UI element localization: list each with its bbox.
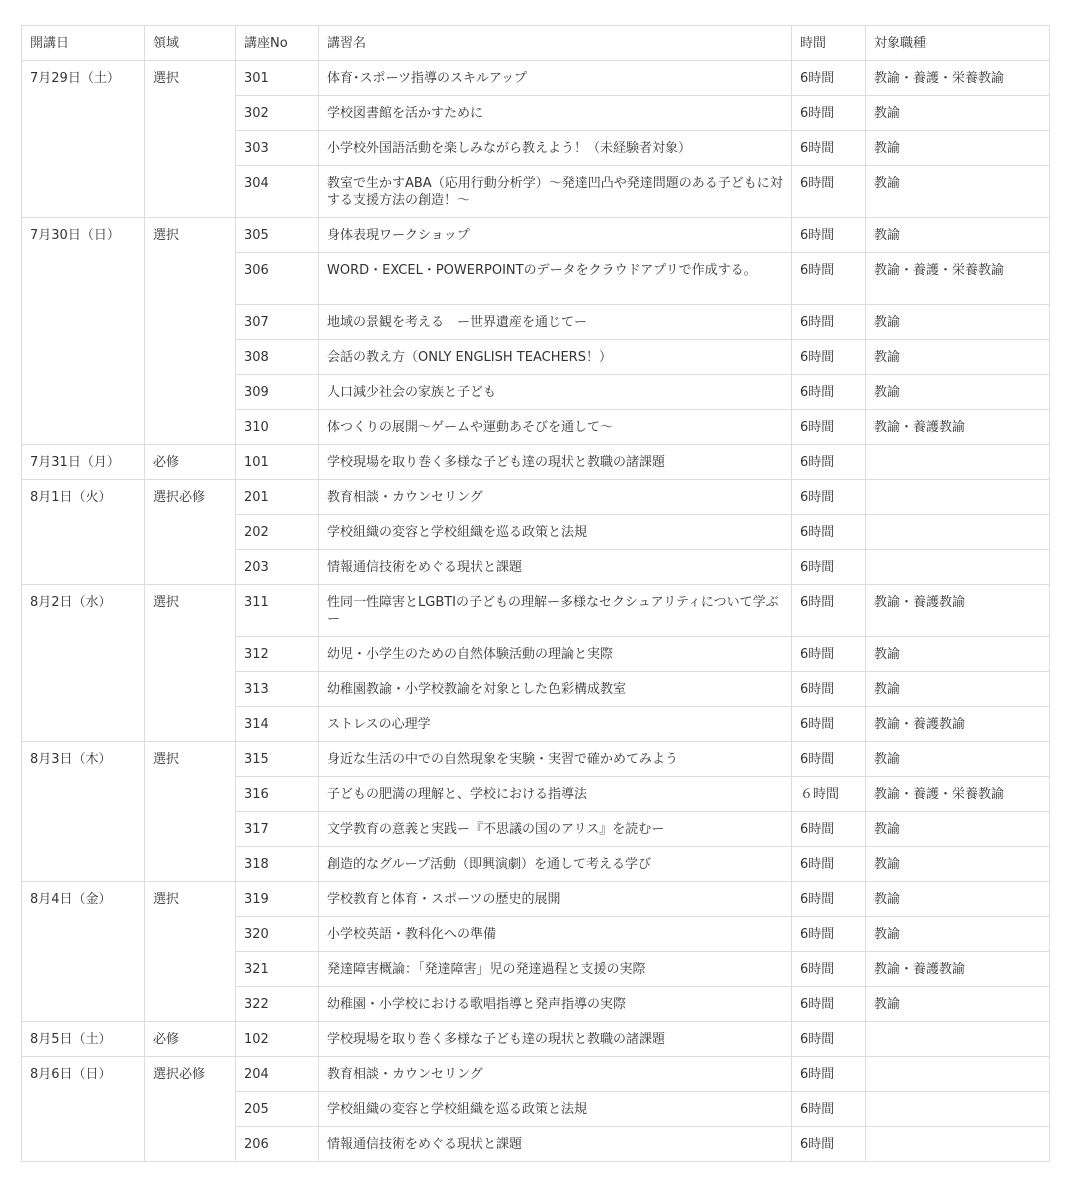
area-cell: 選択 xyxy=(145,742,236,882)
course-no-cell: 318 xyxy=(236,847,319,882)
course-no-cell: 312 xyxy=(236,637,319,672)
target-cell: 教諭 xyxy=(866,882,1050,917)
course-name-cell: 情報通信技術をめぐる現状と課題 xyxy=(319,1127,792,1162)
area-cell: 選択 xyxy=(145,585,236,742)
target-cell: 教諭 xyxy=(866,917,1050,952)
course-name-cell: 幼児・小学生のための自然体験活動の理論と実際 xyxy=(319,637,792,672)
target-cell: 教諭・養護教諭 xyxy=(866,952,1050,987)
time-cell: 6時間 xyxy=(792,1127,866,1162)
target-cell xyxy=(866,445,1050,480)
course-name-cell: 学校組織の変容と学校組織を巡る政策と法規 xyxy=(319,515,792,550)
time-cell: 6時間 xyxy=(792,550,866,585)
course-name-cell: 発達障害概論：「発達障害」児の発達過程と支援の実際 xyxy=(319,952,792,987)
course-schedule xyxy=(21,25,1050,1162)
header-area: 領域 xyxy=(145,26,236,61)
table-row xyxy=(22,445,1050,480)
time-cell: 6時間 xyxy=(792,952,866,987)
date-cell: 8月6日（日） xyxy=(22,1057,145,1162)
date-cell: 8月5日（土） xyxy=(22,1022,145,1057)
course-name-cell: 学校図書館を活かすために xyxy=(319,96,792,131)
time-cell: 6時間 xyxy=(792,515,866,550)
target-cell: 教諭 xyxy=(866,672,1050,707)
area-cell: 選択 xyxy=(145,61,236,218)
time-cell: 6時間 xyxy=(792,1022,866,1057)
course-name-cell: 文学教育の意義と実践ー『不思議の国のアリス』を読むー xyxy=(319,812,792,847)
time-cell: 6時間 xyxy=(792,131,866,166)
time-cell: 6時間 xyxy=(792,707,866,742)
course-no-cell: 304 xyxy=(236,166,319,218)
course-no-cell: 203 xyxy=(236,550,319,585)
target-cell: 教諭・養護教諭 xyxy=(866,585,1050,637)
course-name-cell: 地域の景観を考える ー世界遺産を通じてー xyxy=(319,305,792,340)
course-no-cell: 205 xyxy=(236,1092,319,1127)
header-target: 対象職種 xyxy=(866,26,1050,61)
time-cell: 6時間 xyxy=(792,253,866,305)
course-no-cell: 301 xyxy=(236,61,319,96)
area-cell: 選択必修 xyxy=(145,1057,236,1162)
date-cell: 8月1日（火） xyxy=(22,480,145,585)
target-cell: 教諭 xyxy=(866,305,1050,340)
course-no-cell: 311 xyxy=(236,585,319,637)
target-cell: 教諭 xyxy=(866,131,1050,166)
time-cell: 6時間 xyxy=(792,305,866,340)
course-no-cell: 322 xyxy=(236,987,319,1022)
course-no-cell: 102 xyxy=(236,1022,319,1057)
course-name-cell: 教室で生かすABA（応用行動分析学）～発達凹凸や発達問題のある子どもに対する支援方法の創造！～ xyxy=(319,166,792,218)
course-no-cell: 303 xyxy=(236,131,319,166)
course-name-cell: 身体表現ワークショップ xyxy=(319,218,792,253)
target-cell: 教諭 xyxy=(866,375,1050,410)
target-cell: 教諭 xyxy=(866,218,1050,253)
course-name-cell: 性同一性障害とLGBTIの子どもの理解ー多様なセクシュアリティについて学ぶー xyxy=(319,585,792,637)
time-cell: 6時間 xyxy=(792,987,866,1022)
course-no-cell: 321 xyxy=(236,952,319,987)
table-row xyxy=(22,585,1050,637)
course-name-cell: ストレスの心理学 xyxy=(319,707,792,742)
time-cell: 6時間 xyxy=(792,218,866,253)
header-course-no: 講座No xyxy=(236,26,319,61)
course-name-cell: WORD・EXCEL・POWERPOINTのデータをクラウドアプリで作成する。 xyxy=(319,253,792,305)
time-cell: 6時間 xyxy=(792,480,866,515)
course-no-cell: 306 xyxy=(236,253,319,305)
time-cell: 6時間 xyxy=(792,1092,866,1127)
target-cell xyxy=(866,515,1050,550)
table-row xyxy=(22,1057,1050,1092)
course-no-cell: 305 xyxy=(236,218,319,253)
course-name-cell: 子どもの肥満の理解と、学校における指導法 xyxy=(319,777,792,812)
course-no-cell: 302 xyxy=(236,96,319,131)
header-time: 時間 xyxy=(792,26,866,61)
time-cell: 6時間 xyxy=(792,410,866,445)
time-cell: 6時間 xyxy=(792,375,866,410)
target-cell xyxy=(866,550,1050,585)
header-course-name: 講習名 xyxy=(319,26,792,61)
course-no-cell: 101 xyxy=(236,445,319,480)
target-cell xyxy=(866,1022,1050,1057)
course-no-cell: 315 xyxy=(236,742,319,777)
course-name-cell: 情報通信技術をめぐる現状と課題 xyxy=(319,550,792,585)
course-no-cell: 316 xyxy=(236,777,319,812)
date-cell: 8月2日（水） xyxy=(22,585,145,742)
target-cell xyxy=(866,480,1050,515)
course-name-cell: 身近な生活の中での自然現象を実験・実習で確かめてみよう xyxy=(319,742,792,777)
course-name-cell: 体つくりの展開～ゲームや運動あそびを通して～ xyxy=(319,410,792,445)
course-name-cell: 教育相談・カウンセリング xyxy=(319,480,792,515)
course-no-cell: 319 xyxy=(236,882,319,917)
time-cell: 6時間 xyxy=(792,742,866,777)
course-no-cell: 308 xyxy=(236,340,319,375)
table-row xyxy=(22,882,1050,917)
time-cell: 6時間 xyxy=(792,637,866,672)
time-cell: 6時間 xyxy=(792,166,866,218)
course-no-cell: 206 xyxy=(236,1127,319,1162)
area-cell: 選択必修 xyxy=(145,480,236,585)
course-no-cell: 314 xyxy=(236,707,319,742)
course-no-cell: 309 xyxy=(236,375,319,410)
table-row xyxy=(22,218,1050,253)
date-cell: 7月29日（土） xyxy=(22,61,145,218)
target-cell: 教諭 xyxy=(866,742,1050,777)
header-date: 開講日 xyxy=(22,26,145,61)
time-cell: 6時間 xyxy=(792,96,866,131)
course-name-cell: 幼稚園教諭・小学校教諭を対象とした色彩構成教室 xyxy=(319,672,792,707)
time-cell: 6時間 xyxy=(792,340,866,375)
target-cell: 教諭 xyxy=(866,987,1050,1022)
course-no-cell: 202 xyxy=(236,515,319,550)
date-cell: 7月31日（月） xyxy=(22,445,145,480)
course-name-cell: 人口減少社会の家族と子ども xyxy=(319,375,792,410)
course-name-cell: 会話の教え方（ONLY ENGLISH TEACHERS！） xyxy=(319,340,792,375)
area-cell: 選択 xyxy=(145,882,236,1022)
time-cell: 6時間 xyxy=(792,882,866,917)
course-no-cell: 313 xyxy=(236,672,319,707)
course-name-cell: 幼稚園・小学校における歌唱指導と発声指導の実際 xyxy=(319,987,792,1022)
time-cell: 6時間 xyxy=(792,445,866,480)
target-cell: 教諭 xyxy=(866,847,1050,882)
target-cell: 教諭 xyxy=(866,340,1050,375)
table-row xyxy=(22,1022,1050,1057)
target-cell xyxy=(866,1092,1050,1127)
time-cell: 6時間 xyxy=(792,61,866,96)
target-cell xyxy=(866,1127,1050,1162)
table-row xyxy=(22,480,1050,515)
date-cell: 8月4日（金） xyxy=(22,882,145,1022)
course-no-cell: 310 xyxy=(236,410,319,445)
course-name-cell: 学校教育と体育・スポーツの歴史的展開 xyxy=(319,882,792,917)
target-cell xyxy=(866,1057,1050,1092)
area-cell: 必修 xyxy=(145,445,236,480)
target-cell: 教諭・養護・栄養教諭 xyxy=(866,777,1050,812)
time-cell: 6時間 xyxy=(792,847,866,882)
time-cell: 6時間 xyxy=(792,672,866,707)
time-cell: 6時間 xyxy=(792,812,866,847)
course-name-cell: 創造的なグループ活動（即興演劇）を通して考える学び xyxy=(319,847,792,882)
target-cell: 教諭 xyxy=(866,166,1050,218)
area-cell: 必修 xyxy=(145,1022,236,1057)
target-cell: 教諭 xyxy=(866,812,1050,847)
course-no-cell: 201 xyxy=(236,480,319,515)
course-name-cell: 小学校英語・教科化への準備 xyxy=(319,917,792,952)
area-cell: 選択 xyxy=(145,218,236,445)
target-cell: 教諭・養護教諭 xyxy=(866,410,1050,445)
header-row xyxy=(22,26,1050,61)
target-cell: 教諭 xyxy=(866,96,1050,131)
date-cell: 7月30日（日） xyxy=(22,218,145,445)
target-cell: 教諭・養護・栄養教諭 xyxy=(866,61,1050,96)
course-name-cell: 教育相談・カウンセリング xyxy=(319,1057,792,1092)
course-no-cell: 307 xyxy=(236,305,319,340)
course-no-cell: 204 xyxy=(236,1057,319,1092)
course-no-cell: 320 xyxy=(236,917,319,952)
time-cell: 6時間 xyxy=(792,1057,866,1092)
course-name-cell: 学校現場を取り巻く多様な子ども達の現状と教職の諸課題 xyxy=(319,1022,792,1057)
time-cell: ６時間 xyxy=(792,777,866,812)
course-name-cell: 体育･スポーツ指導のスキルアップ xyxy=(319,61,792,96)
target-cell: 教諭・養護教諭 xyxy=(866,707,1050,742)
time-cell: 6時間 xyxy=(792,585,866,637)
course-table xyxy=(21,25,1050,1162)
table-header xyxy=(22,26,1050,61)
target-cell: 教諭 xyxy=(866,637,1050,672)
course-name-cell: 小学校外国語活動を楽しみながら教えよう！（未経験者対象） xyxy=(319,131,792,166)
table-row xyxy=(22,61,1050,96)
date-cell: 8月3日（木） xyxy=(22,742,145,882)
course-no-cell: 317 xyxy=(236,812,319,847)
time-cell: 6時間 xyxy=(792,917,866,952)
table-row xyxy=(22,742,1050,777)
table-body xyxy=(22,61,1050,1162)
course-name-cell: 学校組織の変容と学校組織を巡る政策と法規 xyxy=(319,1092,792,1127)
course-name-cell: 学校現場を取り巻く多様な子ども達の現状と教職の諸課題 xyxy=(319,445,792,480)
target-cell: 教諭・養護・栄養教諭 xyxy=(866,253,1050,305)
